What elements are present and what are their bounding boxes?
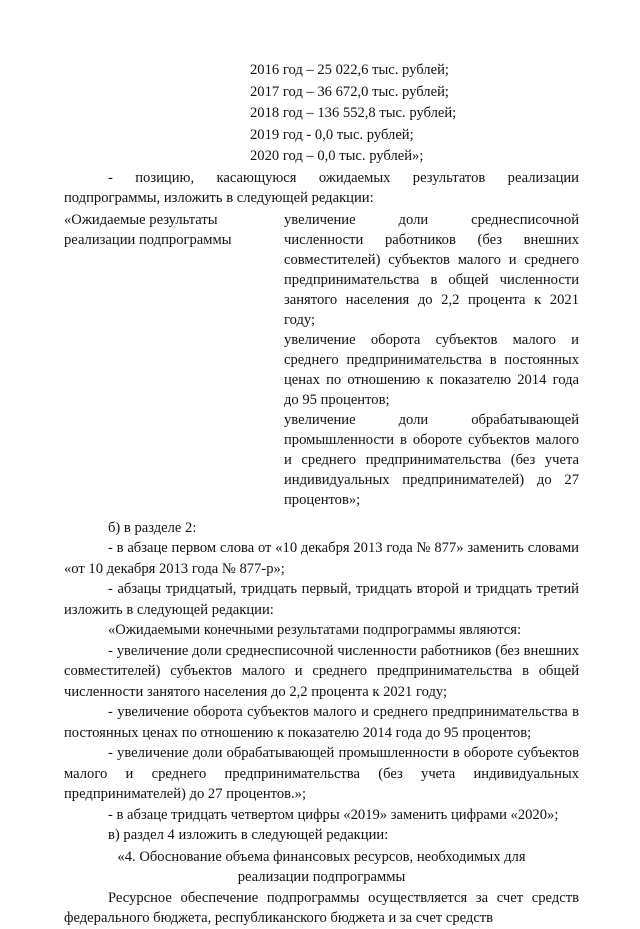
paragraph-abzac-34: - в абзаце тридцать четвертом цифры «2019» заменить цифрами «2020»; [108,806,559,823]
funding-year-2016: 2016 год – 25 022,6 тыс. рублей; [250,62,449,78]
paragraph-result-3: - увеличение доли обрабатывающей промышленности в обороте субъектов малого и среднего предпринимательства (без учета индивидуальных предпринимателей) до 27 процентов.»; [64,745,579,802]
intro-line-2: подпрограммы, изложить в следующей редакции: [64,190,374,206]
resource-paragraph: Ресурсное обеспечение подпрограммы осуществляется за счет средств федерального бюджета, республиканского бюджета и за счет средств [64,889,579,926]
expected-result-item-2: увеличение оборота субъектов малого и среднего предпринимательства в постоянных ценах по отношению к показателю 2014 года до 95 процентов; [284,331,579,408]
section-4-title-line-1: «4. Обоснование объема финансовых ресурсов, необходимых для [117,848,526,865]
section-4-title-line-2: реализации подпрограммы [237,869,406,885]
funding-years-list [250,60,579,168]
expected-result-item-1: увеличение доли среднесписочной численности работников (без внешних совместителей) субъектов малого и среднего предпринимательства в общей численности занятого населения до 2,2 процента к 2021 году; [284,211,579,328]
intro-line-1: - позицию, касающуюся ожидаемых результатов реализации [108,169,579,186]
funding-year-2017: 2017 год – 36 672,0 тыс. рублей; [250,83,449,100]
document-page [64,60,579,929]
paragraph-section-4: в) раздел 4 изложить в следующей редакции: [108,827,389,843]
expected-result-item-3: увеличение доли обрабатывающей промышленности в обороте субъектов малого и среднего предпринимательства (без учета индивидуальных предпринимателей) до 27 процентов»; [284,411,579,508]
paragraph-expected-final-results: «Ожидаемыми конечными результатами подпрограммы являются: [108,622,522,638]
funding-year-2019: 2019 год - 0,0 тыс. рублей; [250,126,414,143]
expected-results-table [64,210,579,510]
funding-year-2020: 2020 год – 0,0 тыс. рублей»; [250,148,424,164]
expected-results-values [284,210,579,510]
paragraph-abzacs-30-33: - абзацы тридцатый, тридцать первый, тридцать второй и тридцать третий изложить в следующей редакции: [64,581,579,618]
section-4-title [64,847,579,888]
section-2-heading: б) в разделе 2: [108,519,197,536]
expected-results-label: «Ожидаемые результаты реализации подпрограммы [64,211,232,248]
funding-year-2018: 2018 год – 136 552,8 тыс. рублей; [250,105,457,121]
paragraph-result-2: - увеличение оборота субъектов малого и среднего предпринимательства в постоянных ценах по отношению к показателю 2014 года до 95 процентов; [64,704,579,741]
paragraph-result-1: - увеличение доли среднесписочной численности работников (без внешних совместителей) субъектов малого и среднего предпринимательства в общей численности занятого населения до 2,2 процента к 2021 году; [64,642,579,700]
paragraph-first-abzac: - в абзаце первом слова от «10 декабря 2013 года № 877» заменить словами «от 10 декабря 2013 года № 877-р»; [64,540,579,577]
